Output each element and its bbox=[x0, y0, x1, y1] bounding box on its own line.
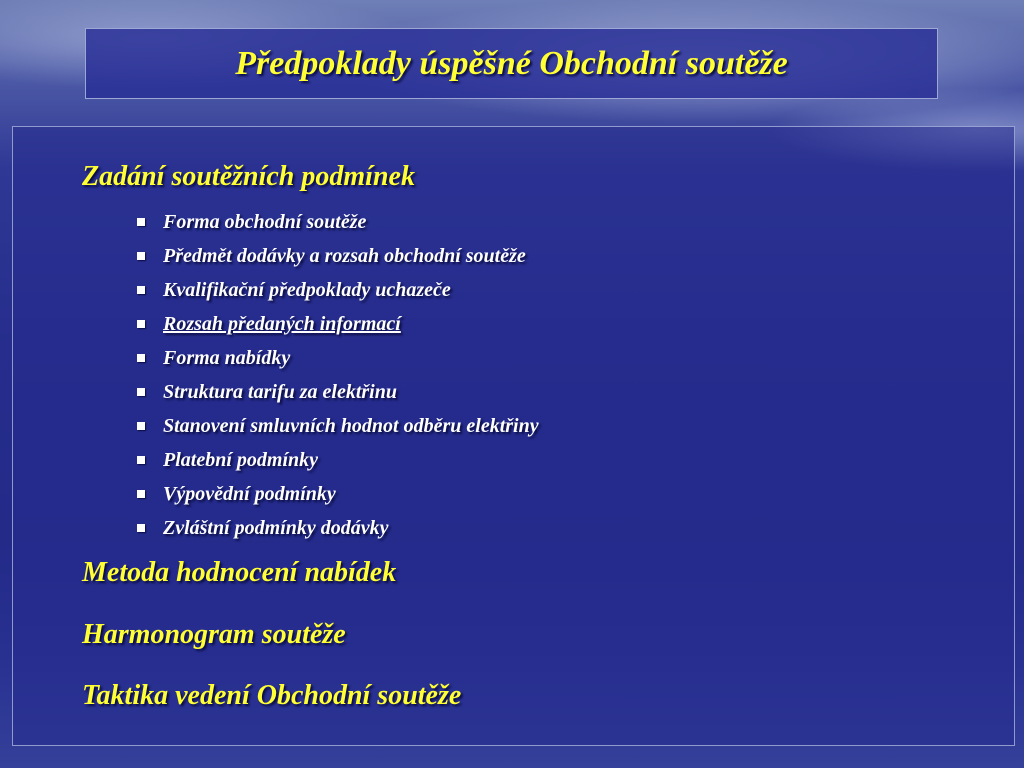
square-bullet-icon bbox=[137, 422, 145, 430]
list-item-label: Forma nabídky bbox=[163, 346, 291, 369]
square-bullet-icon bbox=[137, 456, 145, 464]
slide-title-box bbox=[85, 28, 938, 99]
square-bullet-icon bbox=[137, 388, 145, 396]
square-bullet-icon bbox=[137, 286, 145, 294]
list-item-label: Výpovědní podmínky bbox=[163, 482, 336, 505]
list-item bbox=[137, 239, 539, 273]
list-item-label: Zvláštní podmínky dodávky bbox=[163, 516, 389, 539]
list-item-label: Stanovení smluvních hodnot odběru elektřiny bbox=[163, 414, 539, 437]
list-item bbox=[137, 375, 539, 409]
list-item bbox=[137, 341, 539, 375]
square-bullet-icon bbox=[137, 524, 145, 532]
list-item-label: Kvalifikační předpoklady uchazeče bbox=[163, 278, 451, 301]
list-item bbox=[137, 273, 539, 307]
square-bullet-icon bbox=[137, 218, 145, 226]
square-bullet-icon bbox=[137, 320, 145, 328]
link-rozsah-predanych-informaci[interactable]: Rozsah předaných informací bbox=[163, 312, 401, 335]
slide-title: Předpoklady úspěšné Obchodní soutěže bbox=[235, 44, 788, 82]
list-item-label: Platební podmínky bbox=[163, 448, 318, 471]
list-item bbox=[137, 443, 539, 477]
square-bullet-icon bbox=[137, 252, 145, 260]
square-bullet-icon bbox=[137, 490, 145, 498]
list-item bbox=[137, 477, 539, 511]
heading-metoda: Metoda hodnocení nabídek bbox=[82, 557, 397, 588]
list-item-label: Předmět dodávky a rozsah obchodní soutěže bbox=[163, 244, 526, 267]
list-item bbox=[137, 409, 539, 443]
list-item bbox=[137, 205, 539, 239]
square-bullet-icon bbox=[137, 354, 145, 362]
heading-taktika: Taktika vedení Obchodní soutěže bbox=[82, 680, 462, 711]
bullet-list bbox=[137, 205, 539, 545]
heading-zadani: Zadání soutěžních podmínek bbox=[82, 161, 415, 192]
list-item bbox=[137, 511, 539, 545]
list-item-label: Forma obchodní soutěže bbox=[163, 210, 367, 233]
list-item-label: Struktura tarifu za elektřinu bbox=[163, 380, 397, 403]
list-item[interactable] bbox=[137, 307, 539, 341]
heading-harmonogram: Harmonogram soutěže bbox=[82, 619, 346, 650]
slide-content-box bbox=[12, 126, 1015, 746]
